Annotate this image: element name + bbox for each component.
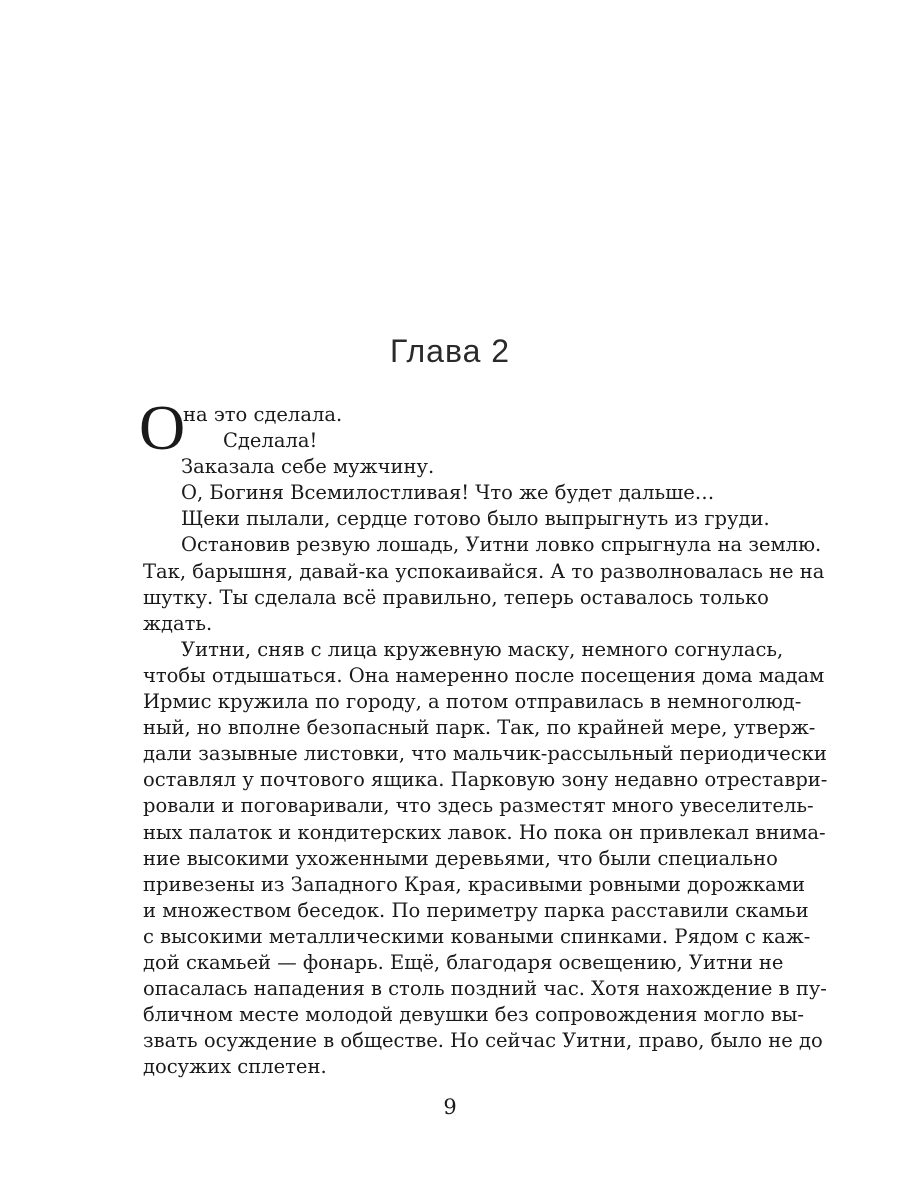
text-line-3: Заказала себе мужчину. bbox=[181, 455, 435, 479]
text-line-12: Ирмис кружила по городу, а потом отправилась в немноголюд- bbox=[143, 690, 802, 714]
text-line-6: Остановив резвую лошадь, Уитни ловко спрыгнула на землю. bbox=[181, 533, 822, 557]
text-line-11: чтобы отдышаться. Она намеренно после посещения дома мадам bbox=[143, 663, 825, 687]
drop-cap: О bbox=[139, 392, 186, 463]
text-line-25: звать осуждение в обществе. Но сейчас Уитни, право, было не до bbox=[143, 1029, 823, 1053]
text-line-19: привезены из Западного Края, красивыми ровными дорожками bbox=[143, 872, 805, 896]
text-line-14: дали зазывные листовки, что мальчик-рассыльный периодически bbox=[143, 742, 827, 766]
text-line-16: ровали и поговаривали, что здесь разместят много увеселитель- bbox=[143, 794, 814, 818]
text-line-7: Так, барышня, давай-ка успокаивайся. А то разволновалась не на bbox=[143, 559, 825, 583]
text-line-1 bbox=[139, 392, 758, 463]
text-line-9: ждать. bbox=[143, 611, 213, 635]
chapter-text bbox=[139, 392, 828, 1080]
text-line-15: оставлял у почтового ящика. Парковую зону недавно отреставри- bbox=[143, 768, 828, 792]
text-line-8: шутку. Ты сделала всё правильно, теперь оставалось только bbox=[143, 585, 769, 609]
text-line-20: и множеством беседок. По периметру парка расставили скамьи bbox=[143, 898, 809, 922]
first-line-text: на это сделала. bbox=[183, 403, 343, 426]
text-line-26: досужих сплетен. bbox=[143, 1055, 327, 1079]
chapter-title: Глава 2 bbox=[389, 333, 511, 369]
text-line-5: Щеки пылали, сердце готово было выпрыгнуть из груди. bbox=[181, 507, 770, 531]
text-line-13: ный, но вполне безопасный парк. Так, по крайней мере, утверж- bbox=[143, 716, 816, 740]
text-line-10: Уитни, сняв с лица кружевную маску, немного согнулась, bbox=[181, 637, 784, 661]
text-line-18: ние высокими ухоженными деревьями, что были специально bbox=[143, 846, 778, 870]
text-line-2: Сделала! bbox=[223, 429, 318, 453]
text-line-22: дой скамьей — фонарь. Ещё, благодаря освещению, Уитни не bbox=[143, 950, 784, 974]
text-line-21: с высокими металлическими коваными спинками. Рядом с каж- bbox=[143, 924, 811, 948]
page-number: 9 bbox=[443, 1095, 457, 1119]
text-line-17: ных палаток и кондитерских лавок. Но пока он привлекал внима- bbox=[143, 820, 826, 844]
text-line-23: опасалась нападения в столь поздний час. Хотя нахождение в пу- bbox=[143, 977, 827, 1001]
text-line-4: О, Богиня Всемилостливая! Что же будет дальше… bbox=[181, 481, 715, 505]
text-line-24: бличном месте молодой девушки без сопровождения могло вы- bbox=[143, 1003, 804, 1027]
